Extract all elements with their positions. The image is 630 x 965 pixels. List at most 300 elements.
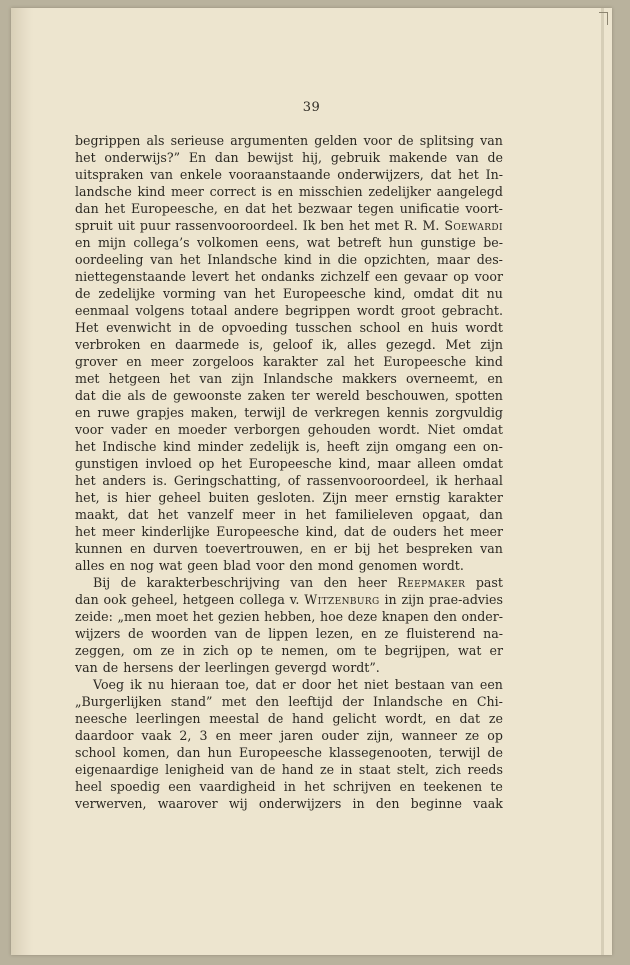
word: en: [126, 354, 142, 369]
word: dat: [343, 524, 365, 539]
word: totaal: [190, 303, 228, 318]
word: als: [146, 133, 165, 148]
word: opzichten,: [363, 252, 431, 267]
word: onder-: [461, 609, 503, 624]
text-line: [75, 574, 503, 591]
word: meer: [102, 524, 135, 539]
word: het: [75, 473, 96, 488]
word: zichzelf: [320, 269, 370, 284]
word: past: [475, 575, 503, 590]
word: moeder: [178, 422, 227, 437]
text-line: [75, 268, 503, 285]
word: er: [489, 643, 503, 658]
word: wij: [228, 796, 248, 811]
word: de: [292, 405, 308, 420]
word: ze: [465, 728, 480, 743]
text-line: [75, 506, 503, 523]
word: zedelijker: [368, 184, 431, 199]
word: ze: [384, 626, 399, 641]
word: R.: [404, 218, 418, 233]
word: na-: [483, 626, 503, 641]
word: dat: [459, 711, 481, 726]
word: de: [259, 762, 276, 777]
word: met: [374, 218, 400, 233]
text-line: [75, 489, 503, 506]
word: zorgeloos: [192, 354, 254, 369]
word: komen,: [122, 745, 170, 760]
word: wordt.: [378, 422, 420, 437]
text-line: [75, 540, 503, 557]
word: de: [198, 320, 215, 335]
word: het: [192, 609, 214, 624]
word: eigenaardige: [75, 762, 159, 777]
word: karakter: [448, 490, 503, 505]
page-gutter: [11, 8, 33, 955]
text-line: [75, 234, 503, 251]
text-line: [75, 710, 503, 727]
word: uit: [117, 218, 135, 233]
word: grapjes: [136, 405, 184, 420]
word: kind: [283, 252, 312, 267]
word: ter: [291, 388, 310, 403]
word: te: [364, 643, 377, 658]
word: zeide:: [75, 609, 113, 624]
word: in: [284, 507, 297, 522]
word: den: [433, 609, 457, 624]
word: leerlingen: [204, 660, 270, 675]
word: gezegd.: [386, 337, 436, 352]
word: het: [169, 371, 191, 386]
word: omdat: [413, 286, 454, 301]
word: er: [282, 677, 296, 692]
word: vooraanstaande: [228, 167, 331, 182]
word: geheel: [158, 490, 201, 505]
word: van: [480, 133, 503, 148]
word: met: [75, 371, 100, 386]
word: tegen: [357, 201, 394, 216]
text-line: [75, 251, 503, 268]
word: blad: [223, 558, 251, 573]
word: de: [245, 626, 261, 641]
word: Europeesche: [238, 745, 322, 760]
book-page: [11, 8, 612, 955]
word: het: [75, 150, 96, 165]
word: unificatie: [399, 201, 460, 216]
word: vader: [110, 422, 148, 437]
word: puur: [139, 218, 171, 233]
text-line: [75, 659, 503, 676]
word: van: [455, 150, 479, 165]
word: familieleven: [335, 507, 414, 522]
word: ik: [435, 473, 448, 488]
word: en: [407, 320, 424, 335]
word: is: [107, 490, 118, 505]
page-edge: [601, 8, 604, 955]
word: zijn: [480, 337, 503, 352]
word: lezen,: [315, 626, 354, 641]
word: het: [254, 286, 276, 301]
word: verbroken: [75, 337, 141, 352]
word: van: [150, 167, 174, 182]
word: wereld: [315, 388, 360, 403]
text-line: [75, 472, 503, 489]
word: spoedig: [110, 779, 161, 794]
word: als: [127, 388, 146, 403]
word: van: [223, 286, 247, 301]
text-line: [75, 591, 503, 608]
word: en: [109, 558, 126, 573]
word: wat: [158, 558, 183, 573]
word: een: [479, 677, 503, 692]
word: nog: [130, 558, 154, 573]
word: den: [375, 796, 400, 811]
word: 3: [199, 728, 208, 743]
word: op: [236, 643, 253, 658]
word: overneemt,: [405, 371, 479, 386]
word: wordt: [465, 320, 503, 335]
text-line: [75, 557, 503, 574]
word: de: [398, 133, 414, 148]
word: kennis: [386, 405, 429, 420]
word: zijn: [401, 592, 425, 607]
word: wordt,: [385, 711, 427, 726]
word: het: [337, 677, 358, 692]
word: een: [168, 779, 192, 794]
text-line: [75, 693, 503, 710]
word: den: [323, 575, 348, 590]
text-line: [75, 387, 503, 404]
word: neesche: [75, 711, 128, 726]
word: groot: [400, 303, 436, 318]
word: vanzelf: [187, 507, 233, 522]
word: gevaar: [403, 269, 448, 284]
word: dat: [127, 507, 149, 522]
text-line: [75, 353, 503, 370]
corner-mark: [599, 12, 608, 25]
word: spotten: [455, 388, 503, 403]
word: en: [129, 541, 146, 556]
word: op: [453, 269, 469, 284]
page-number: 39: [302, 100, 321, 115]
word: het: [443, 524, 464, 539]
word: zich: [435, 762, 462, 777]
word: dan: [75, 592, 99, 607]
word: voort-: [465, 201, 503, 216]
word: omgang: [395, 439, 447, 454]
word: zedelijk: [249, 439, 299, 454]
word: hand: [281, 762, 314, 777]
word: er: [333, 541, 348, 556]
word: maar: [377, 456, 411, 471]
word: het: [221, 456, 242, 471]
word: mijn: [97, 235, 126, 250]
word: vaardigheid: [199, 779, 276, 794]
word: ook: [103, 592, 127, 607]
word: die: [337, 252, 358, 267]
word: leerlingen: [135, 711, 201, 726]
word: meer: [239, 728, 273, 743]
text-line: [75, 438, 503, 455]
word: en: [452, 694, 468, 709]
word: gebracht.: [441, 303, 503, 318]
word: den: [289, 558, 313, 573]
text-line: [75, 778, 503, 795]
word: dan: [479, 507, 503, 522]
word: andere: [234, 303, 279, 318]
word: eenmaal: [75, 303, 130, 318]
word: Europeesche: [383, 354, 467, 369]
word: wordt”.: [331, 660, 380, 675]
word: lenigheid: [165, 762, 225, 777]
word: school: [359, 320, 401, 335]
word: nu: [486, 286, 503, 301]
word: moet: [156, 609, 189, 624]
word: het: [458, 167, 479, 182]
text-line: [75, 370, 503, 387]
word: Voeg: [93, 677, 125, 692]
word: hun: [388, 235, 414, 250]
text-line: [75, 319, 503, 336]
word: op: [487, 728, 503, 743]
word: bespreken: [405, 541, 473, 556]
word: maar: [436, 252, 470, 267]
word: der: [178, 660, 200, 675]
word: karakter: [262, 354, 318, 369]
word: wanneer: [401, 728, 457, 743]
word: M.: [422, 218, 440, 233]
word: ben: [320, 218, 344, 233]
word: van: [230, 762, 254, 777]
word: zich: [202, 643, 229, 658]
word: meer: [354, 490, 388, 505]
word: anders: [102, 473, 146, 488]
word: grover: [75, 354, 118, 369]
word: En: [188, 150, 207, 165]
word: reeds: [467, 762, 503, 777]
word: daardoor: [75, 728, 134, 743]
word: splitsing: [419, 133, 475, 148]
word: klassegenooten,: [329, 745, 432, 760]
word: jaren: [280, 728, 314, 743]
word: mond: [317, 558, 354, 573]
text-line: [75, 676, 503, 693]
word: van: [290, 575, 314, 590]
word: en: [361, 626, 377, 641]
word: Met: [445, 337, 471, 352]
word: dan: [75, 201, 99, 216]
word: nemen,: [281, 643, 329, 658]
word: geloof: [272, 337, 313, 352]
word: verkregen: [314, 405, 380, 420]
word: de: [487, 150, 503, 165]
word: en: [75, 235, 91, 250]
word: is.: [152, 473, 168, 488]
text-line: [75, 727, 503, 744]
word: maken,: [190, 405, 238, 420]
word: toe,: [225, 677, 250, 692]
word: die: [101, 388, 122, 403]
word: meer: [171, 184, 204, 199]
word: ze: [319, 762, 335, 777]
word: des-: [476, 252, 503, 267]
word: meer: [470, 524, 503, 539]
word: is: [261, 184, 273, 199]
word: Europeesche: [248, 456, 332, 471]
word: serieuse: [170, 133, 225, 148]
word: vaak: [473, 796, 503, 811]
word: ruwe: [97, 405, 130, 420]
word: terwijl: [439, 745, 481, 760]
word: gebruik: [330, 150, 381, 165]
text-line: [75, 608, 503, 625]
word: bestaan: [394, 677, 445, 692]
text-line: [75, 132, 503, 149]
word: vaak: [141, 728, 172, 743]
word: de: [151, 388, 168, 403]
word: deze: [347, 609, 378, 624]
word: of: [287, 473, 300, 488]
word: een: [374, 269, 398, 284]
word: Europeesche,: [130, 201, 218, 216]
word: is,: [305, 439, 321, 454]
text-line: [75, 455, 503, 472]
word: begrippen: [285, 303, 351, 318]
word: beginne: [410, 796, 462, 811]
word: Europeesche: [216, 524, 300, 539]
word: oordeeling: [75, 252, 144, 267]
word: zijn: [231, 371, 254, 386]
word: met: [221, 694, 247, 709]
word: gunstige: [420, 235, 476, 250]
word: Indische: [102, 439, 157, 454]
word: meer: [242, 507, 275, 522]
word: volgens: [135, 303, 185, 318]
word: huis: [431, 320, 458, 335]
word: Chi-: [476, 694, 503, 709]
word: tusschen: [295, 320, 353, 335]
word: hetgeen: [182, 592, 235, 607]
word: om: [336, 643, 357, 658]
word: landsche: [75, 184, 132, 199]
word: de: [120, 575, 137, 590]
word: niettegenstaande: [75, 269, 186, 284]
word: beschouwen,: [365, 388, 449, 403]
word: fluisterend: [406, 626, 476, 641]
word: nu: [147, 677, 165, 692]
word: van: [199, 371, 223, 386]
word: Zijn: [322, 490, 348, 505]
word: aangelegd: [436, 184, 503, 199]
word: wat: [458, 643, 482, 658]
word: gehouden: [307, 422, 371, 437]
word: op: [198, 456, 215, 471]
word: te: [260, 643, 274, 658]
word: en: [154, 422, 171, 437]
word: kinderlijke: [141, 524, 210, 539]
word: kind: [137, 184, 166, 199]
word: alles: [346, 337, 377, 352]
word: van: [451, 677, 474, 692]
word: rassenvooroordeel.: [175, 218, 298, 233]
word: uitspraken: [75, 167, 144, 182]
word: heeft: [326, 439, 360, 454]
word: knapen: [381, 609, 429, 624]
word: zal: [326, 354, 345, 369]
word: hier: [125, 490, 151, 505]
word: de: [128, 626, 144, 641]
word: de: [75, 286, 91, 301]
word: zijn: [366, 439, 389, 454]
word: hersens: [123, 660, 174, 675]
text-line: [75, 200, 503, 217]
word: en: [277, 184, 294, 199]
word: gelicht: [332, 711, 377, 726]
word: makende: [388, 150, 448, 165]
word: v.: [289, 592, 300, 607]
text-line: [75, 404, 503, 421]
text-line: [75, 625, 503, 642]
word: het: [271, 201, 293, 216]
word: van: [150, 252, 173, 267]
word: ouders: [392, 524, 437, 539]
word: dat: [245, 201, 266, 216]
word: kunnen: [75, 541, 123, 556]
word: opgaat,: [422, 507, 471, 522]
word: betreft: [337, 235, 382, 250]
word: leeftijd: [288, 694, 333, 709]
word: in: [384, 592, 397, 607]
word: van: [75, 660, 98, 675]
word: teekenen: [423, 779, 483, 794]
word: Witzenburg: [304, 592, 380, 607]
word: in: [352, 796, 365, 811]
word: het: [179, 252, 201, 267]
word: Geringschatting,: [173, 473, 282, 488]
word: daarmede: [175, 337, 240, 352]
word: voor: [474, 269, 503, 284]
word: dit: [461, 286, 479, 301]
word: be-: [483, 235, 503, 250]
word: kind: [163, 439, 191, 454]
word: ze: [488, 711, 503, 726]
word: het: [75, 439, 96, 454]
word: herhaal: [454, 473, 503, 488]
word: school: [75, 745, 116, 760]
word: omdat: [462, 456, 503, 471]
word: het: [377, 541, 399, 556]
word: Ik: [302, 218, 316, 233]
word: bezwaar: [298, 201, 352, 216]
word: het: [104, 201, 126, 216]
word: en: [310, 541, 327, 556]
word: verborgen: [234, 422, 301, 437]
word: hand: [292, 711, 324, 726]
word: kind,: [338, 456, 371, 471]
word: in: [318, 252, 331, 267]
word: evenwicht: [106, 320, 172, 335]
word: gevergd: [274, 660, 327, 675]
word: het: [348, 218, 370, 233]
word: correct: [209, 184, 256, 199]
word: „Burgerlijken: [75, 694, 162, 709]
word: verwerven,: [75, 796, 147, 811]
word: bewijst: [247, 150, 294, 165]
word: misschien: [298, 184, 363, 199]
word: het: [305, 507, 327, 522]
word: en: [487, 371, 503, 386]
text-line: [75, 302, 503, 319]
word: toevertrouwen,: [205, 541, 304, 556]
